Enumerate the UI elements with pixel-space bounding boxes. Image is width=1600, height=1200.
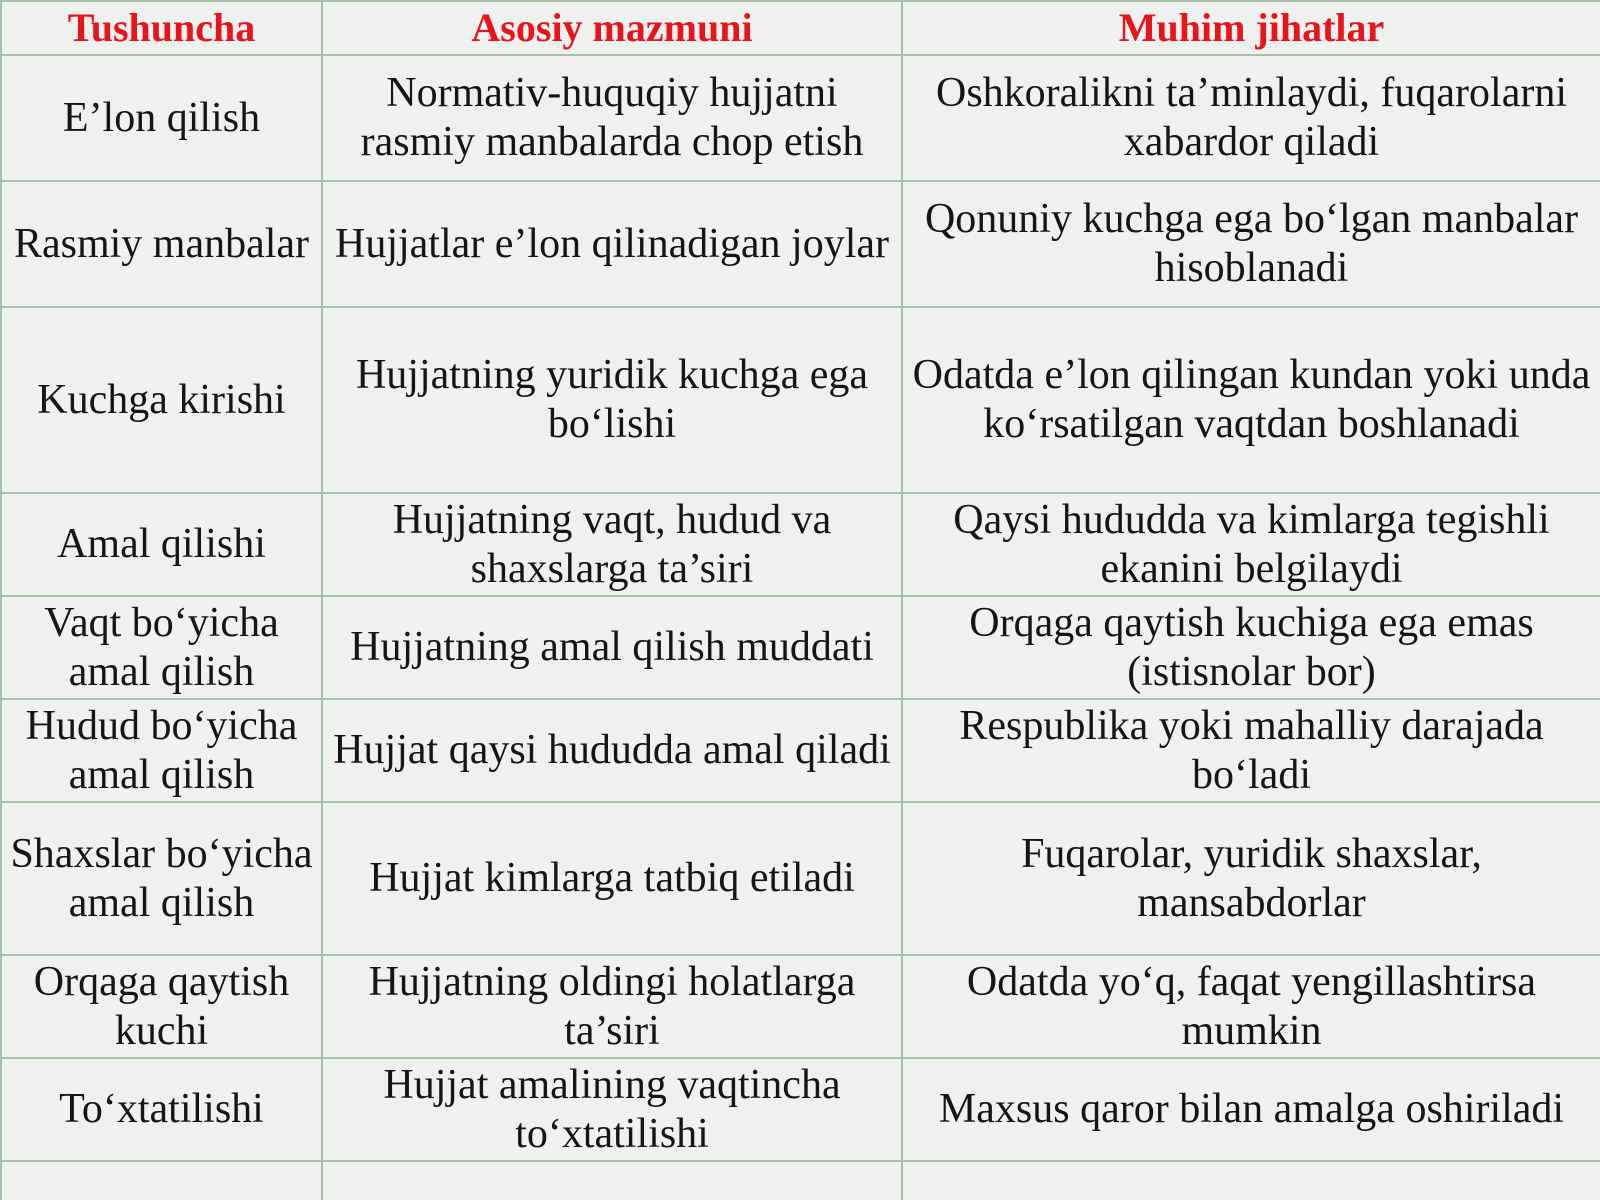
concept-cell: Orqaga qaytish kuchi bbox=[1, 955, 322, 1058]
content-cell: Hujjatning oldingi holatlarga ta’siri bbox=[322, 955, 902, 1058]
concept-cell: To‘xtatilishi bbox=[1, 1058, 322, 1161]
concept-cell: Hudud bo‘yicha amal qilish bbox=[1, 699, 322, 802]
column-header-muhim-jihatlar: Muhim jihatlar bbox=[902, 1, 1600, 55]
content-cell: Hujjatning yuridik kuchga ega bo‘lishi bbox=[322, 307, 902, 493]
content-cell: Hujjat qaysi hududda amal qiladi bbox=[322, 699, 902, 802]
concept-cell: E’lon qilish bbox=[1, 55, 322, 181]
table-row bbox=[1, 307, 1600, 493]
concept-cell bbox=[1, 1161, 322, 1200]
concept-cell: Kuchga kirishi bbox=[1, 307, 322, 493]
table-row bbox=[1, 1058, 1600, 1161]
aspects-cell: Orqaga qaytish kuchiga ega emas (istisnolar bor) bbox=[902, 596, 1600, 699]
aspects-cell: Oshkoralikni ta’minlaydi, fuqarolarni xabardor qiladi bbox=[902, 55, 1600, 181]
table-header-row bbox=[1, 1, 1600, 55]
content-cell bbox=[322, 1161, 902, 1200]
content-cell: Hujjatlar e’lon qilinadigan joylar bbox=[322, 181, 902, 307]
table-row bbox=[1, 596, 1600, 699]
aspects-cell: Odatda e’lon qilingan kundan yoki unda ko‘rsatilgan vaqtdan boshlanadi bbox=[902, 307, 1600, 493]
content-cell: Normativ-huquqiy hujjatni rasmiy manbalarda chop etish bbox=[322, 55, 902, 181]
column-header-asosiy-mazmuni: Asosiy mazmuni bbox=[322, 1, 902, 55]
table-row bbox=[1, 493, 1600, 596]
aspects-cell: Qonuniy kuchga ega bo‘lgan manbalar hisoblanadi bbox=[902, 181, 1600, 307]
content-cell: Hujjatning amal qilish muddati bbox=[322, 596, 902, 699]
concept-cell: Amal qilishi bbox=[1, 493, 322, 596]
table-row bbox=[1, 802, 1600, 955]
column-header-tushuncha: Tushuncha bbox=[1, 1, 322, 55]
table-row bbox=[1, 955, 1600, 1058]
aspects-cell: Qaysi hududda va kimlarga tegishli ekanini belgilaydi bbox=[902, 493, 1600, 596]
content-cell: Hujjatning vaqt, hudud va shaxslarga ta’siri bbox=[322, 493, 902, 596]
concept-cell: Shaxslar bo‘yicha amal qilish bbox=[1, 802, 322, 955]
aspects-cell: Respublika yoki mahalliy darajada bo‘ladi bbox=[902, 699, 1600, 802]
table-row bbox=[1, 55, 1600, 181]
table-row bbox=[1, 699, 1600, 802]
table-row bbox=[1, 1161, 1600, 1200]
aspects-cell bbox=[902, 1161, 1600, 1200]
table-row bbox=[1, 181, 1600, 307]
aspects-cell: Maxsus qaror bilan amalga oshiriladi bbox=[902, 1058, 1600, 1161]
content-cell: Hujjat kimlarga tatbiq etiladi bbox=[322, 802, 902, 955]
concept-cell: Rasmiy manbalar bbox=[1, 181, 322, 307]
aspects-cell: Odatda yo‘q, faqat yengillashtirsa mumkin bbox=[902, 955, 1600, 1058]
content-cell: Hujjat amalining vaqtincha to‘xtatilishi bbox=[322, 1058, 902, 1161]
aspects-cell: Fuqarolar, yuridik shaxslar, mansabdorlar bbox=[902, 802, 1600, 955]
concept-cell: Vaqt bo‘yicha amal qilish bbox=[1, 596, 322, 699]
